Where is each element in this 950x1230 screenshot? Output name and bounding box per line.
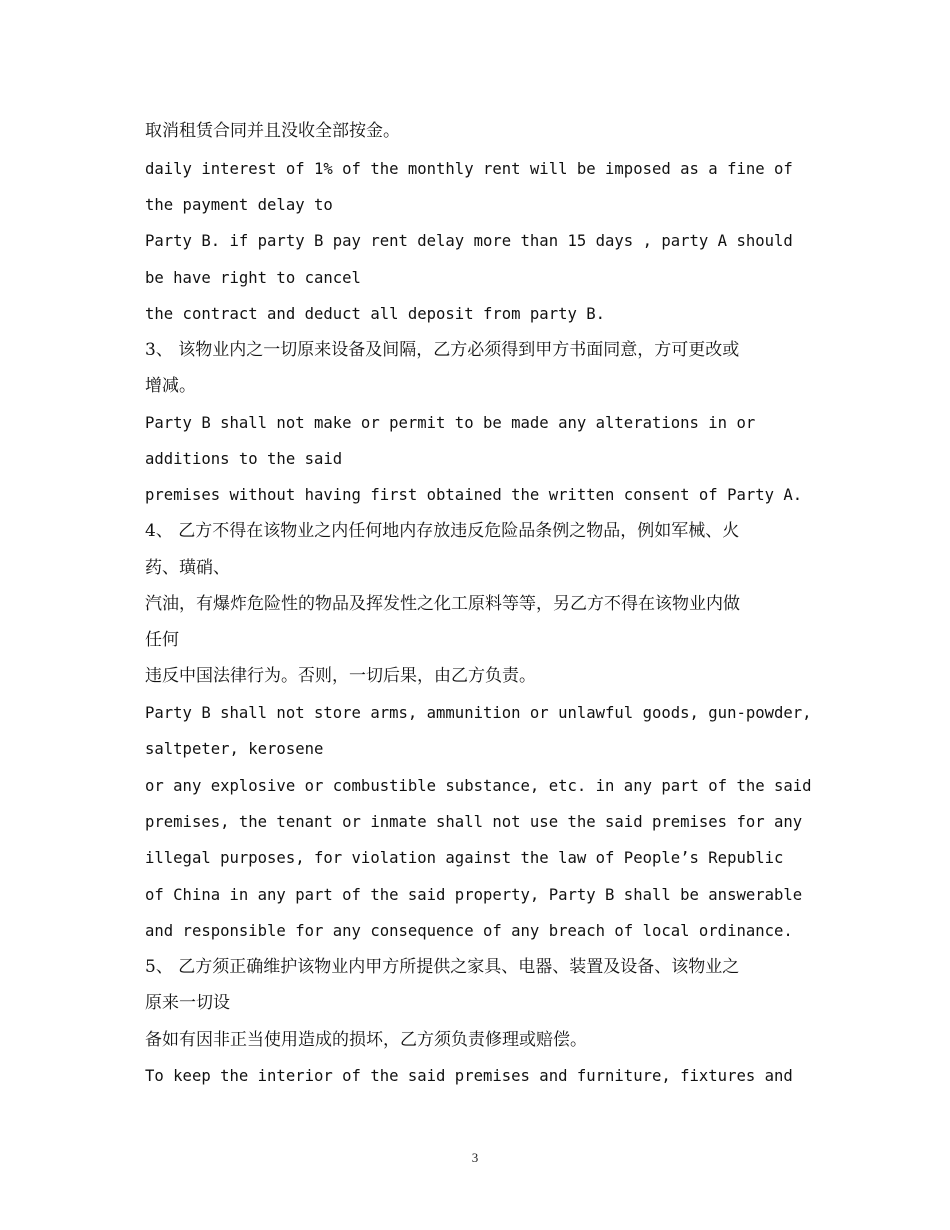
text-line: premises without having first obtained the written consent of Party A. <box>145 486 803 504</box>
text-line: 药、璜硝、 <box>145 558 230 578</box>
text-line: 原来一切设 <box>145 993 230 1013</box>
text-line: premises, the tenant or inmate shall not use the said premises for any <box>145 813 803 831</box>
text-line: 备如有因非正当使用造成的损坏，乙方须负责修理或赔偿。 <box>145 1030 587 1050</box>
text-line: 任何 <box>145 630 179 650</box>
text-line: the payment delay to <box>145 196 333 214</box>
text-line: daily interest of 1% of the monthly rent will be imposed as a fine of <box>145 160 793 178</box>
text-line: 取消租赁合同并且没收全部按金。 <box>145 121 400 141</box>
text-line: additions to the said <box>145 450 343 468</box>
text-line: the contract and deduct all deposit from party B. <box>145 305 606 323</box>
text-line: and responsible for any consequence of any breach of local ordinance. <box>145 922 793 940</box>
text-line: 5、 乙方须正确维护该物业内甲方所提供之家具、电器、装置及设备、该物业之 <box>145 957 740 977</box>
text-line: 4、 乙方不得在该物业之内任何地内存放违反危险品条例之物品，例如军械、火 <box>145 521 740 541</box>
text-line: 违反中国法律行为。否则，一切后果，由乙方负责。 <box>145 666 536 686</box>
text-line: 3、 该物业内之一切原来设备及间隔，乙方必须得到甲方书面同意，方可更改或 <box>145 340 740 360</box>
text-line: of China in any part of the said property, Party B shall be answerable <box>145 886 803 904</box>
text-line: Party B. if party B pay rent delay more than 15 days , party A should <box>145 232 793 250</box>
text-line: Party B shall not store arms, ammunition or unlawful goods, gun-powder, <box>145 704 812 722</box>
text-line: To keep the interior of the said premises and furniture, fixtures and <box>145 1067 793 1085</box>
page-number: 3 <box>471 1150 479 1165</box>
text-line: 增减。 <box>145 376 196 396</box>
text-line: 汽油，有爆炸危险性的物品及挥发性之化工原料等等，另乙方不得在该物业内做 <box>145 594 740 614</box>
text-line: Party B shall not make or permit to be made any alterations in or <box>145 414 756 432</box>
text-line: or any explosive or combustible substance, etc. in any part of the said <box>145 777 812 795</box>
text-line: saltpeter, kerosene <box>145 740 324 758</box>
text-line: illegal purposes, for violation against the law of People’s Republic <box>145 849 784 867</box>
text-line: be have right to cancel <box>145 269 361 287</box>
